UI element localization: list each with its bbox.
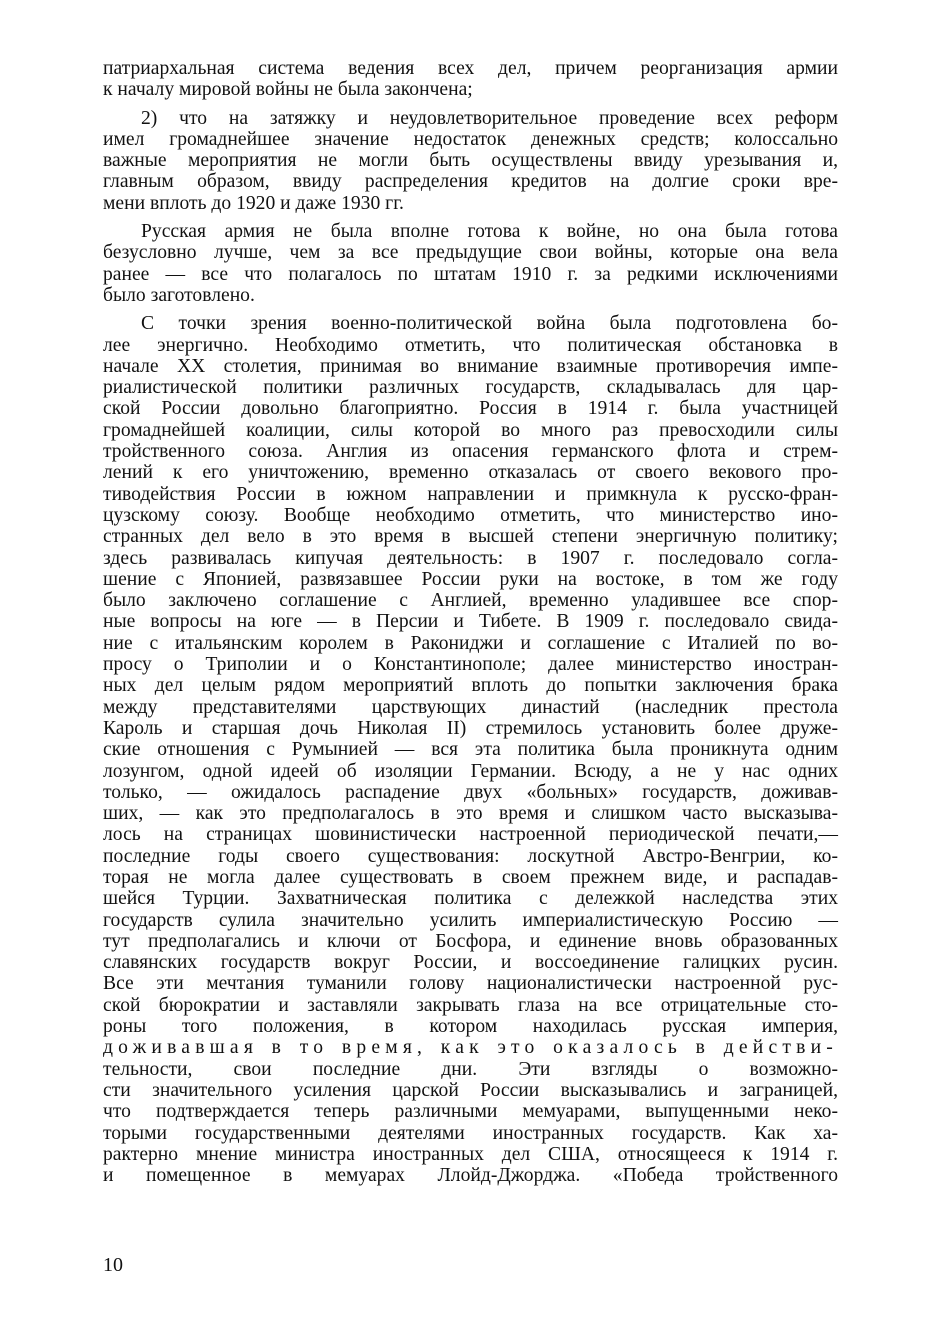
text-line-spaced: доживавшая в то время, как это оказалось в действи- — [103, 1037, 838, 1059]
text-line: просу о Триполии и о Константинополе; далее министерство иностран- — [103, 654, 838, 676]
text-line: лозунгом, одной идеей об изоляции Германии. Всюду, а не у нас одних — [103, 760, 838, 782]
text-line: ские отношения с Румынией — вся эта политика была проникнута одним — [103, 739, 838, 761]
paragraph-2 — [103, 108, 838, 214]
text-line: лее энергично. Необходимо отметить, что политическая обстановка в — [103, 334, 838, 356]
text-line: мени вплоть до 1920 и даже 1930 гг. — [103, 192, 404, 214]
paragraph-1 — [103, 58, 838, 101]
text-line: начале XX столетия, принимая во внимание взаимные противоречия импе- — [103, 355, 838, 377]
text-line: цузскому союзу. Вообще необходимо отметить, что министерство ино- — [103, 504, 838, 526]
text-line: С точки зрения военно-политической война была подготовлена бо- — [141, 313, 838, 335]
text-line: Все эти мечтания туманили голову националистически настроенной рус- — [103, 973, 838, 995]
paragraph-3 — [103, 221, 838, 306]
page-number: 10 — [103, 1254, 123, 1276]
text-line: Русская армия не была вполне готова к войне, но она была готова — [141, 221, 838, 243]
text-line: тельности, свои последние дни. Эти взгляды о возможно- — [103, 1058, 838, 1080]
text-line: роны того положения, в котором находилась русская империя, — [103, 1016, 838, 1038]
text-line: здесь развивалась кипучая деятельность: в 1907 г. последовало согла- — [103, 547, 838, 569]
text-line: странных дел вело в это время в высшей степени энергичную политику; — [103, 526, 838, 548]
text-line: последние годы своего существования: лоскутной Австро-Венгрии, ко- — [103, 845, 838, 867]
text-line: громаднейшей коалиции, силы которой во много раз превосходили силы — [103, 419, 838, 441]
text-line: ской России довольно благоприятно. Россия в 1914 г. была участницей — [103, 398, 838, 420]
text-line: ранее — все что полагалось по штатам 1910 г. за редкими исключениями — [103, 263, 838, 285]
text-line: патриархальная система ведения всех дел, причем реорганизация армии — [103, 58, 838, 79]
text-line: шение с Японией, развязавшее России руки на востоке, в том же году — [103, 568, 838, 590]
text-line: тиводействия России в южном направлении и примкнула к русско-фран- — [103, 483, 838, 505]
text-line: славянских государств вокруг России, и воссоединение галицких русин. — [103, 952, 838, 974]
text-line: главным образом, ввиду распределения кредитов на долгие сроки вре- — [103, 171, 838, 193]
text-line: тут предполагались и ключи от Босфора, и единение вновь образованных — [103, 930, 838, 952]
text-line: шейся Турции. Захватническая политика с дележкой наследства этих — [103, 888, 838, 910]
text-line: сти значительного усиления царской России высказывались и заграницей, — [103, 1079, 838, 1101]
text-line: важные мероприятия не могли быть осуществлены ввиду урезывания и, — [103, 150, 838, 172]
text-line: торыми государственными деятелями иностранных государств. Как ха- — [103, 1122, 838, 1144]
text-line: ших, — как это предполагалось в это время и слишком часто высказыва- — [103, 803, 838, 825]
text-line: лось на страницах шовинистически настроенной периодической печати,— — [103, 824, 838, 846]
text-line: лений к его уничтожению, временно отказалась от своего векового про- — [103, 462, 838, 484]
text-line: к началу мировой войны не была закончена; — [103, 79, 473, 101]
text-line: было заготовлено. — [103, 284, 255, 306]
text-line: ние с итальянским королем в Ракониджи и соглашение с Италией по во- — [103, 632, 838, 654]
text-line: тройственного союза. Англия из опасения германского флота и стрем- — [103, 441, 838, 463]
document-page — [103, 58, 838, 1193]
text-line: ской бюрократии и заставляли закрывать глаза на все отрицательные сто- — [103, 994, 838, 1016]
text-line: ные вопросы на юге — в Персии и Тибете. В 1909 г. последовало свида- — [103, 611, 838, 633]
text-line: торая не могла далее существовать в своем прежнем виде, и распадав- — [103, 866, 838, 888]
text-line: Кароль и старшая дочь Николая II) стремилось установить более друже- — [103, 717, 838, 739]
paragraph-4 — [103, 313, 838, 1186]
text-line: безусловно лучше, чем за все предыдущие свои войны, которые она вела — [103, 242, 838, 264]
text-line: ных дел целым рядом мероприятий вплоть до попытки заключения брака — [103, 675, 838, 697]
text-line: было заключено соглашение с Англией, временно уладившее все спор- — [103, 590, 838, 612]
text-line: рактерно мнение министра иностранных дел США, относящееся к 1914 г. — [103, 1143, 838, 1165]
text-line: только, — ожидалось распадение двух «больных» государств, доживав- — [103, 781, 838, 803]
text-line: риалистической политики различных государств, складывалась для цар- — [103, 377, 838, 399]
text-line: между представителями царствующих династий (наследник престола — [103, 696, 838, 718]
text-line: и помещенное в мемуарах Ллойд-Джорджа. «Победа тройственного — [103, 1165, 838, 1187]
text-line: 2) что на затяжку и неудовлетворительное проведение всех реформ — [141, 107, 838, 129]
text-line: государств сулила значительно усилить империалистическую Россию — — [103, 909, 838, 931]
text-line: что подтверждается теперь различными мемуарами, выпущенными неко- — [103, 1101, 838, 1123]
text-line: имел громаднейшее значение недостаток денежных средств; колоссально — [103, 128, 838, 150]
